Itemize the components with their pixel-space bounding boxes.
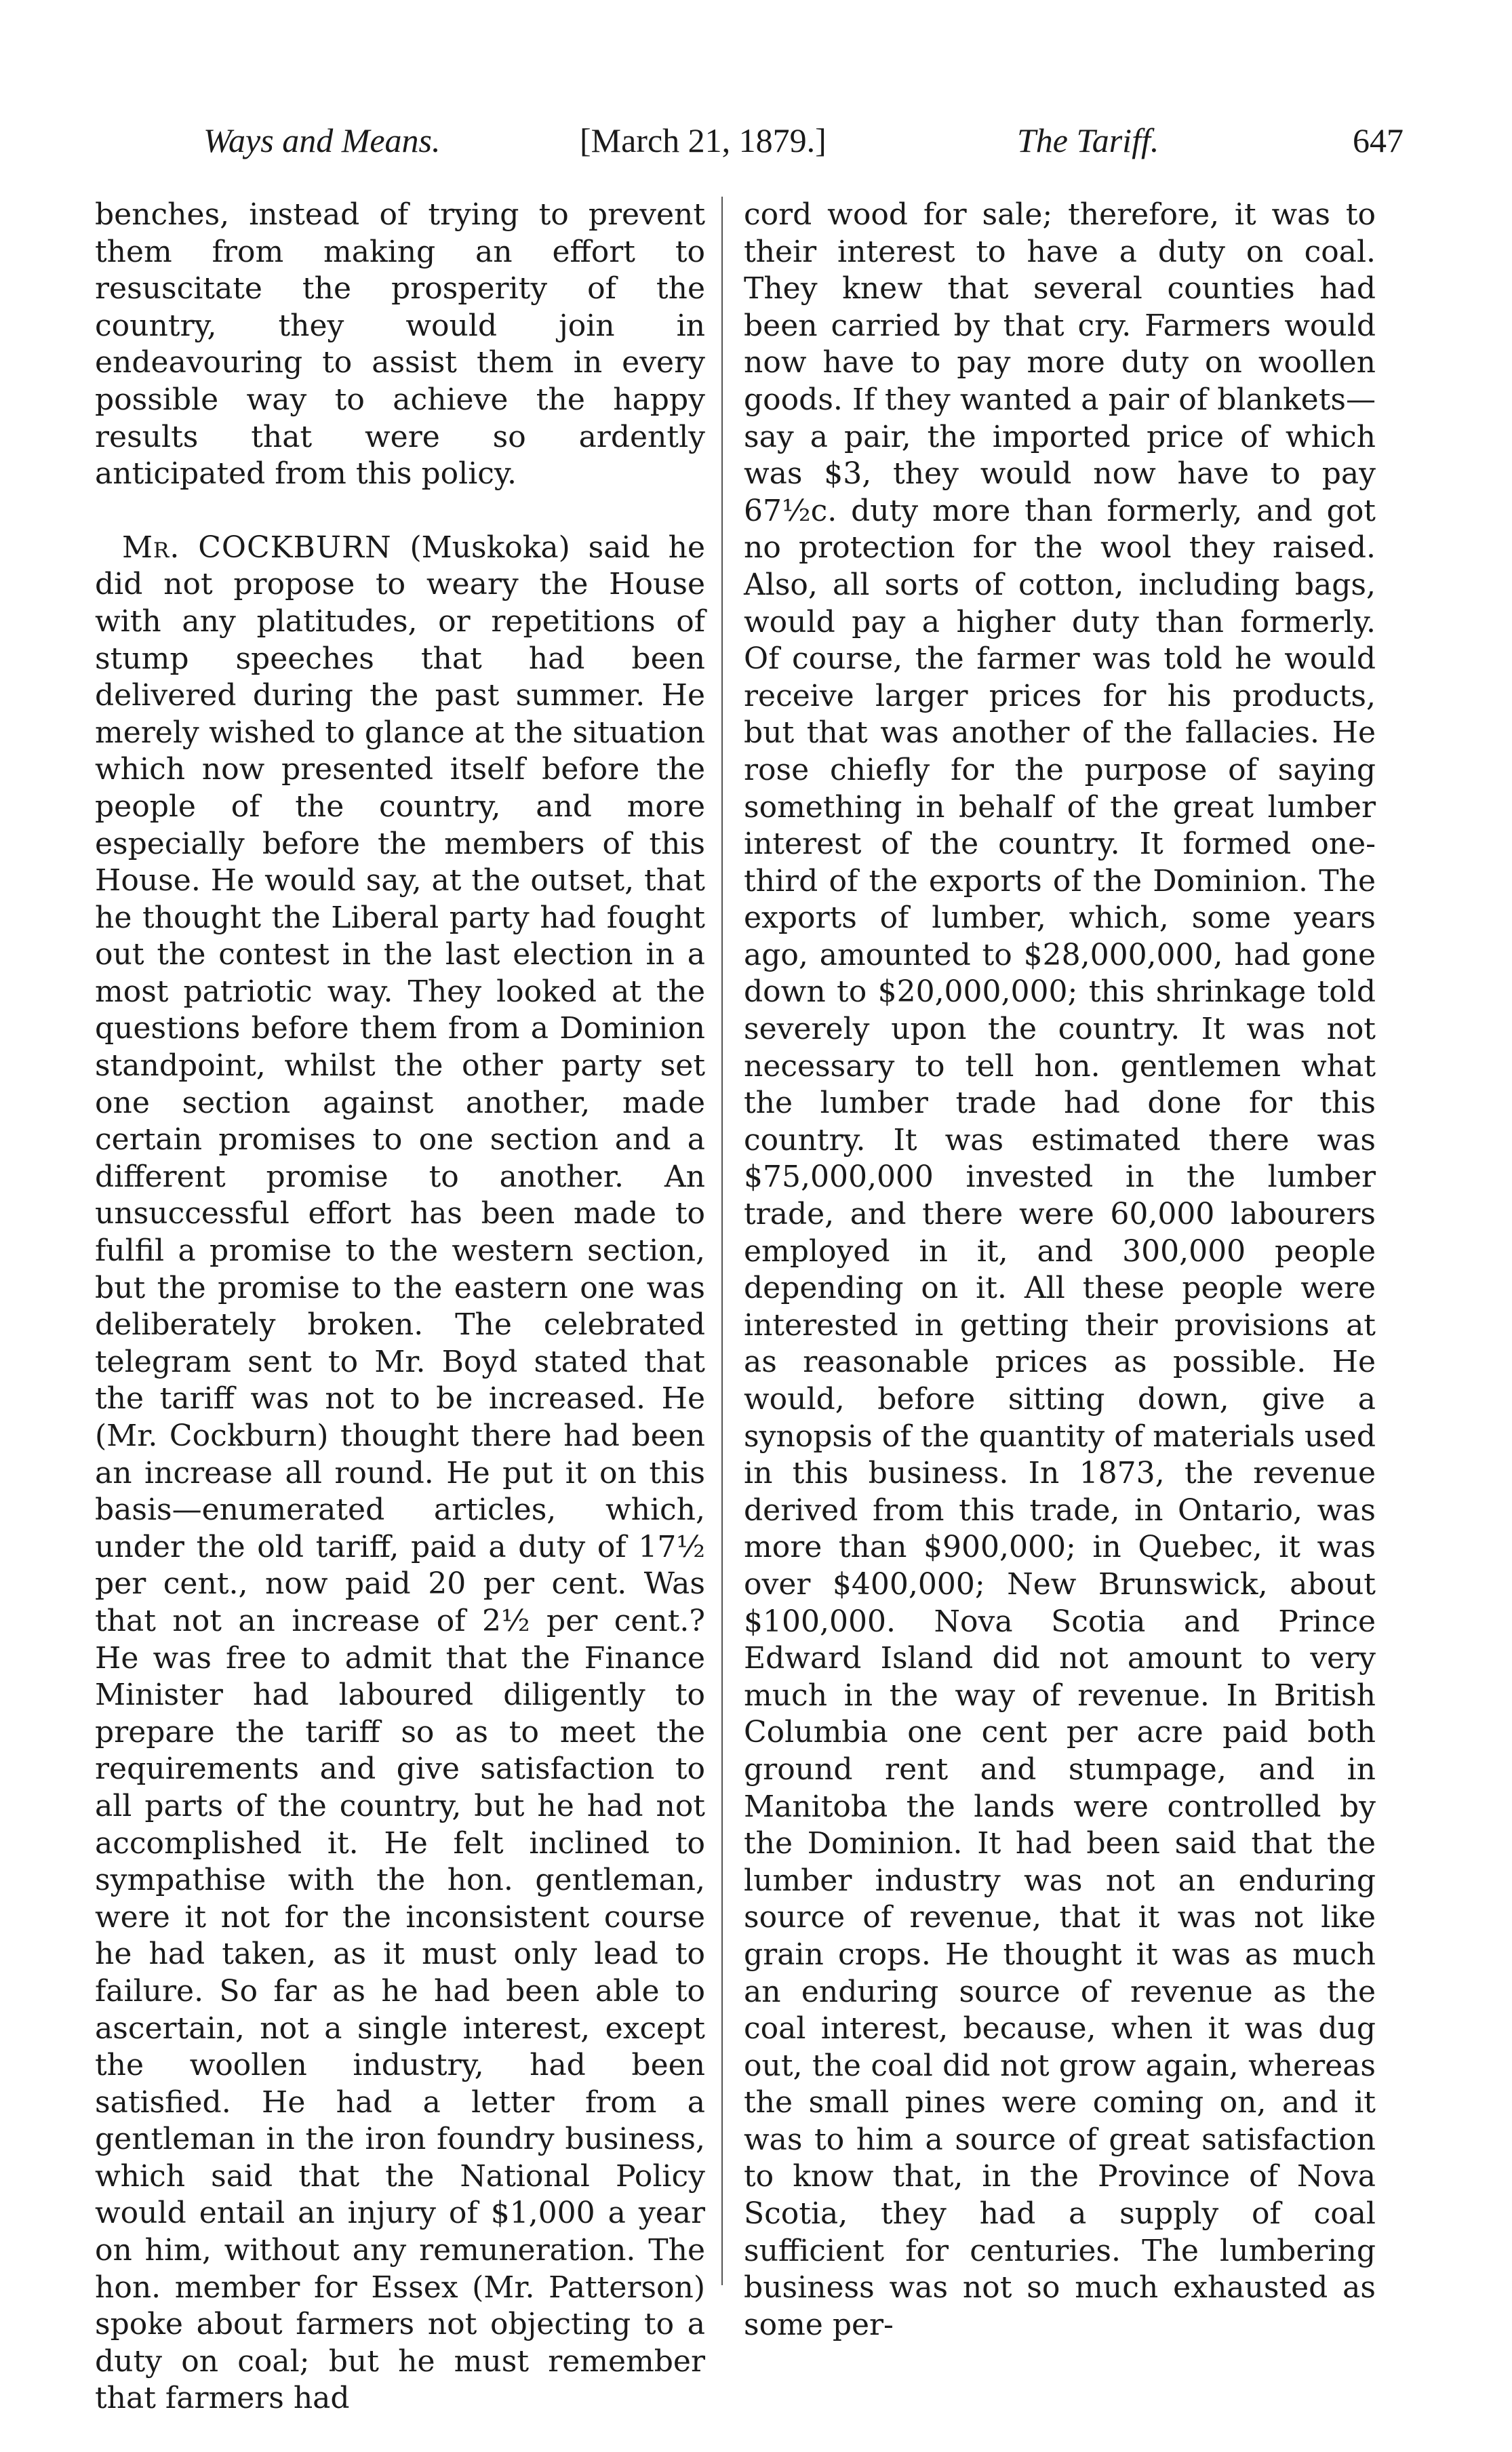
paragraph-continued: benches, instead of trying to prevent them from making an effort to resuscitate the prosperity of the country, they would join in endeavouring to assist them in every possible way to achieve the happy results that were so ardently anticipated from this policy. [95,197,705,492]
left-column [95,197,705,2417]
page-number: 647 [1353,121,1404,159]
column-divider [721,197,723,2285]
paragraph-body: (Muskoka) said he did not propose to weary the House with any platitudes, or repetitions of stump speeches that had been delivered during the past summer. He merely wished to glance at the situation which now presented itself before the people of the country, and more especially before the members of this House. He would say, at the outset, that he thought the Liberal party had fought out the contest in the last election in a most patriotic way. They looked at the questions before them from a Dominion standpoint, whilst the other party set one section against another, made certain promises to one section and a different promise to another. An unsuccessful effort has been made to fulfil a promise to the western section, but the promise to the eastern one was deliberately broken. The celebrated telegram sent to Mr. Boyd stated that the tariff was not to be increased. He (Mr. Cockburn) thought there had been an increase all round. He put it on this basis—enumerated articles, which, under the old tariff, paid a duty of 17½ per cent., now paid 20 per cent. Was that not an increase of 2½ per cent.? He was free to admit that the Finance Minister had laboured diligently to prepare the tariff so as to meet the requirements and give satisfaction to all parts of the country, but he had not accomplished it. He felt inclined to sympathise with the hon. gentleman, were it not for the inconsistent course he had taken, as it must only lead to failure. So far as he had been able to ascertain, not a single interest, except the woollen industry, had been satisfied. He had a letter from a gentleman in the iron foundry business, which said that the National Policy would entail an injury of $1,000 a year on him, without any remuneration. The hon. member for Essex (Mr. Patterson) spoke about farmers not objecting to a duty on coal; but he must remember that farmers had [95,530,705,2416]
header-topic: The Tariff. [1017,121,1159,159]
text-columns [95,197,1376,2416]
running-head [203,117,1404,164]
speaker-name: COCKBURN [198,530,392,565]
right-column [744,197,1376,2344]
header-section-title: Ways and Means. [203,121,441,159]
speaker-prefix: Mr. [122,530,180,565]
paragraph-continued-right: cord wood for sale; therefore, it was to their interest to have a duty on coal. They knew that several counties had been carried by that cry. Farmers would now have to pay more duty on woollen goods. If they wanted a pair of blankets—say a pair, the imported price of which was $3, they would now have to pay 67½c. duty more than formerly, and got no protection for the wool they raised. Also, all sorts of cotton, including bags, would pay a higher duty than formerly. Of course, the farmer was told he would receive larger prices for his products, but that was another of the fallacies. He rose chiefly for the purpose of saying something in behalf of the great lumber interest of the country. It formed one-third of the exports of the Dominion. The exports of lumber, which, some years ago, amounted to $28,000,000, had gone down to $20,000,000; this shrinkage told severely upon the country. It was not necessary to tell hon. gentlemen what the lumber trade had done for this country. It was estimated there was $75,000,000 invested in the lumber trade, and there were 60,000 labourers employed in it, and 300,000 people depending on it. All these people were interested in getting their provisions at as reasonable prices as possible. He would, before sitting down, give a synopsis of the quantity of materials used in this business. In 1873, the revenue derived from this trade, in Ontario, was more than $900,000; in Quebec, it was over $400,000; New Brunswick, about $100,000. Nova Scotia and Prince Edward Island did not amount to very much in the way of revenue. In British Columbia one cent per acre paid both ground rent and stumpage, and in Manitoba the lands were controlled by the Dominion. It had been said that the lumber industry was not an enduring source of revenue, that it was not like grain crops. He thought it was as much an enduring source of revenue as the coal interest, because, when it was dug out, the coal did not grow again, whereas the small pines were coming on, and it was to him a source of great satisfaction to know that, in the Province of Nova Scotia, they had a supply of coal sufficient for centuries. The lumbering business was not so much exhausted as some per- [744,197,1376,2342]
paragraph-cockburn [95,530,705,2417]
header-date: [March 21, 1879.] [580,121,827,159]
